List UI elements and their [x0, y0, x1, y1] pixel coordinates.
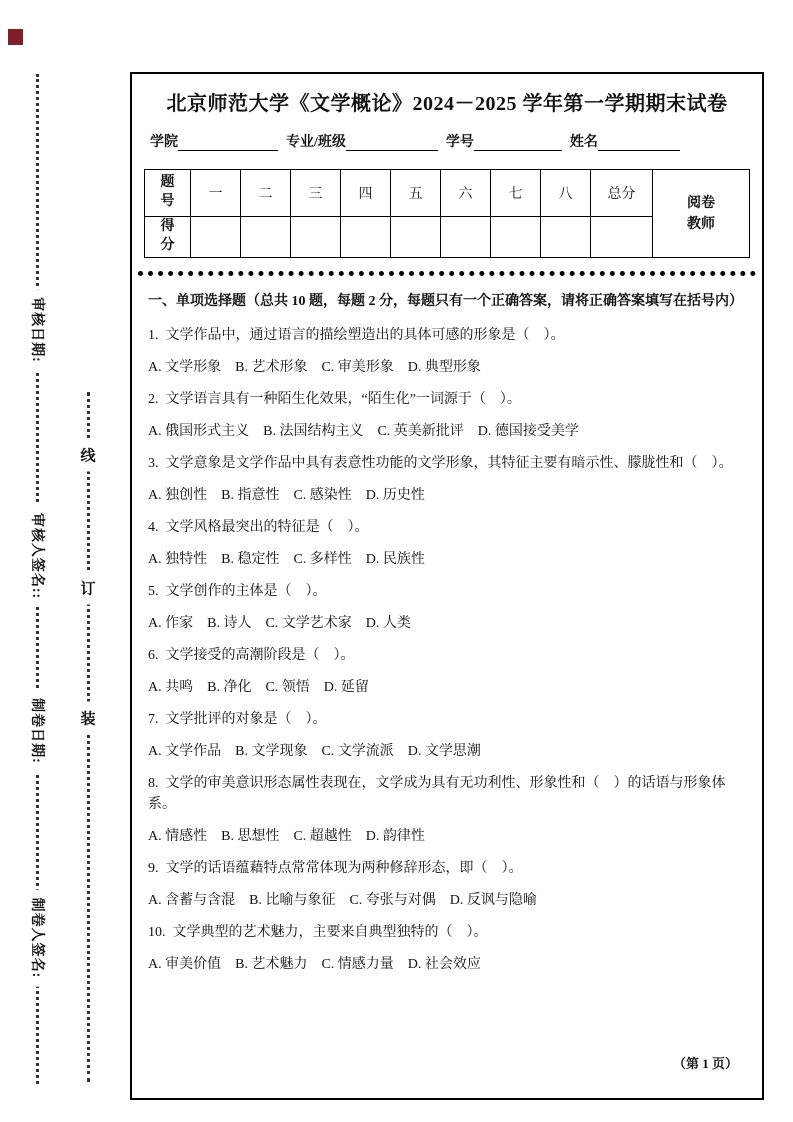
margin-label-text: 制卷日期: [26, 690, 50, 772]
score-input-cell [541, 217, 591, 258]
score-col-8: 八 [541, 170, 591, 217]
field-label-student-id: 学号 [445, 135, 474, 150]
score-input-cell [441, 217, 491, 258]
score-col-6: 六 [441, 170, 491, 217]
field-blank-student-id [474, 133, 562, 151]
score-input-cell [491, 217, 541, 258]
binding-char-line: 线 [78, 439, 97, 472]
score-col-2: 二 [241, 170, 291, 217]
margin-label-text: 审核日期: [26, 289, 50, 371]
question-options: A. 审美价值 B. 艺术魅力 C. 情感力量 D. 社会效应 [148, 957, 481, 972]
exam-sheet [130, 72, 764, 1100]
question-text: 10. 文学典型的艺术魅力，主要来自典型独特的（ ）。 [148, 925, 488, 940]
grader-label: 阅卷教师 [686, 195, 715, 232]
question-text: 9. 文学的话语蕴藉特点常常体现为两种修辞形态，即（ ）。 [148, 861, 523, 876]
binding-dotted-line [87, 392, 90, 1082]
field-blank-college [178, 133, 278, 151]
exam-title: 北京师范大学《文学概论》2024－2025 学年第一学期期末试卷 [166, 93, 728, 115]
field-label-major-class: 专业/班级 [286, 135, 346, 150]
score-label: 得分 [160, 219, 175, 253]
question-text: 5. 文学创作的主体是（ ）。 [148, 584, 327, 599]
question-text: 7. 文学批评的对象是（ ）。 [148, 712, 327, 727]
question-options: A. 独创性 B. 指意性 C. 感染性 D. 历史性 [148, 488, 425, 503]
corner-mark [8, 29, 23, 45]
score-col-5: 五 [391, 170, 441, 217]
section-heading: 一、单项选择题（总共 10 题，每题 2 分，每题只有一个正确答案，请将正确答案填写在括号内） [148, 294, 743, 309]
question-options: A. 文学作品 B. 文学现象 C. 文学流派 D. 文学思潮 [148, 744, 481, 759]
score-col-4: 四 [341, 170, 391, 217]
score-input-cell [241, 217, 291, 258]
binding-char-bind: 装 [78, 702, 97, 735]
margin-label-text: 制卷人签名: [26, 890, 50, 987]
score-input-cell-total [591, 217, 653, 258]
score-table [144, 169, 750, 258]
score-table-corner-label: 题号 [160, 175, 175, 209]
score-input-cell [391, 217, 441, 258]
question-options: A. 情感性 B. 思想性 C. 超越性 D. 韵律性 [148, 829, 425, 844]
field-label-name: 姓名 [569, 135, 598, 150]
score-input-cell [341, 217, 391, 258]
question-text: 1. 文学作品中，通过语言的描绘塑造出的具体可感的形象是（ ）。 [148, 328, 565, 343]
score-table-grader-cell [653, 170, 750, 258]
score-col-3: 三 [291, 170, 341, 217]
question-options: A. 含蓄与含混 B. 比喻与象征 C. 夸张与对偶 D. 反讽与隐喻 [148, 893, 537, 908]
question-options: A. 作家 B. 诗人 C. 文学艺术家 D. 人类 [148, 616, 411, 631]
score-col-total: 总分 [591, 170, 653, 217]
field-label-college: 学院 [150, 135, 178, 150]
score-table-score-header [145, 217, 191, 258]
question-text: 4. 文学风格最突出的特征是（ ）。 [148, 520, 369, 535]
field-blank-name [598, 133, 680, 151]
question-text: 3. 文学意象是文学作品中具有表意性功能的文学形象，其特征主要有暗示性、朦胧性和（ ）。 [148, 456, 733, 471]
score-input-cell [291, 217, 341, 258]
question-options: A. 俄国形式主义 B. 法国结构主义 C. 英美新批评 D. 德国接受美学 [148, 424, 579, 439]
score-table-corner [145, 170, 191, 217]
score-col-7: 七 [491, 170, 541, 217]
question-text: 2. 文学语言具有一种陌生化效果，“陌生化”一词源于（ ）。 [148, 392, 521, 407]
score-input-cell [191, 217, 241, 258]
question-text: 8. 文学的审美意识形态属性表现在，文学成为具有无功利性、形象性和（ ）的话语与形象体系。 [148, 776, 726, 812]
page-number: （第 1 页） [672, 1056, 738, 1071]
margin-label-text: 审核人签名:: [26, 505, 50, 607]
student-info-row [150, 131, 744, 151]
exam-body [132, 276, 762, 975]
question-options: A. 文学形象 B. 艺术形象 C. 审美形象 D. 典型形象 [148, 360, 481, 375]
question-options: A. 共鸣 B. 净化 C. 领悟 D. 延留 [148, 680, 369, 695]
question-options: A. 独特性 B. 稳定性 C. 多样性 D. 民族性 [148, 552, 425, 567]
question-text: 6. 文学接受的高潮阶段是（ ）。 [148, 648, 355, 663]
score-col-1: 一 [191, 170, 241, 217]
field-blank-major-class [346, 133, 438, 151]
binding-char-staple: 订 [78, 572, 97, 605]
